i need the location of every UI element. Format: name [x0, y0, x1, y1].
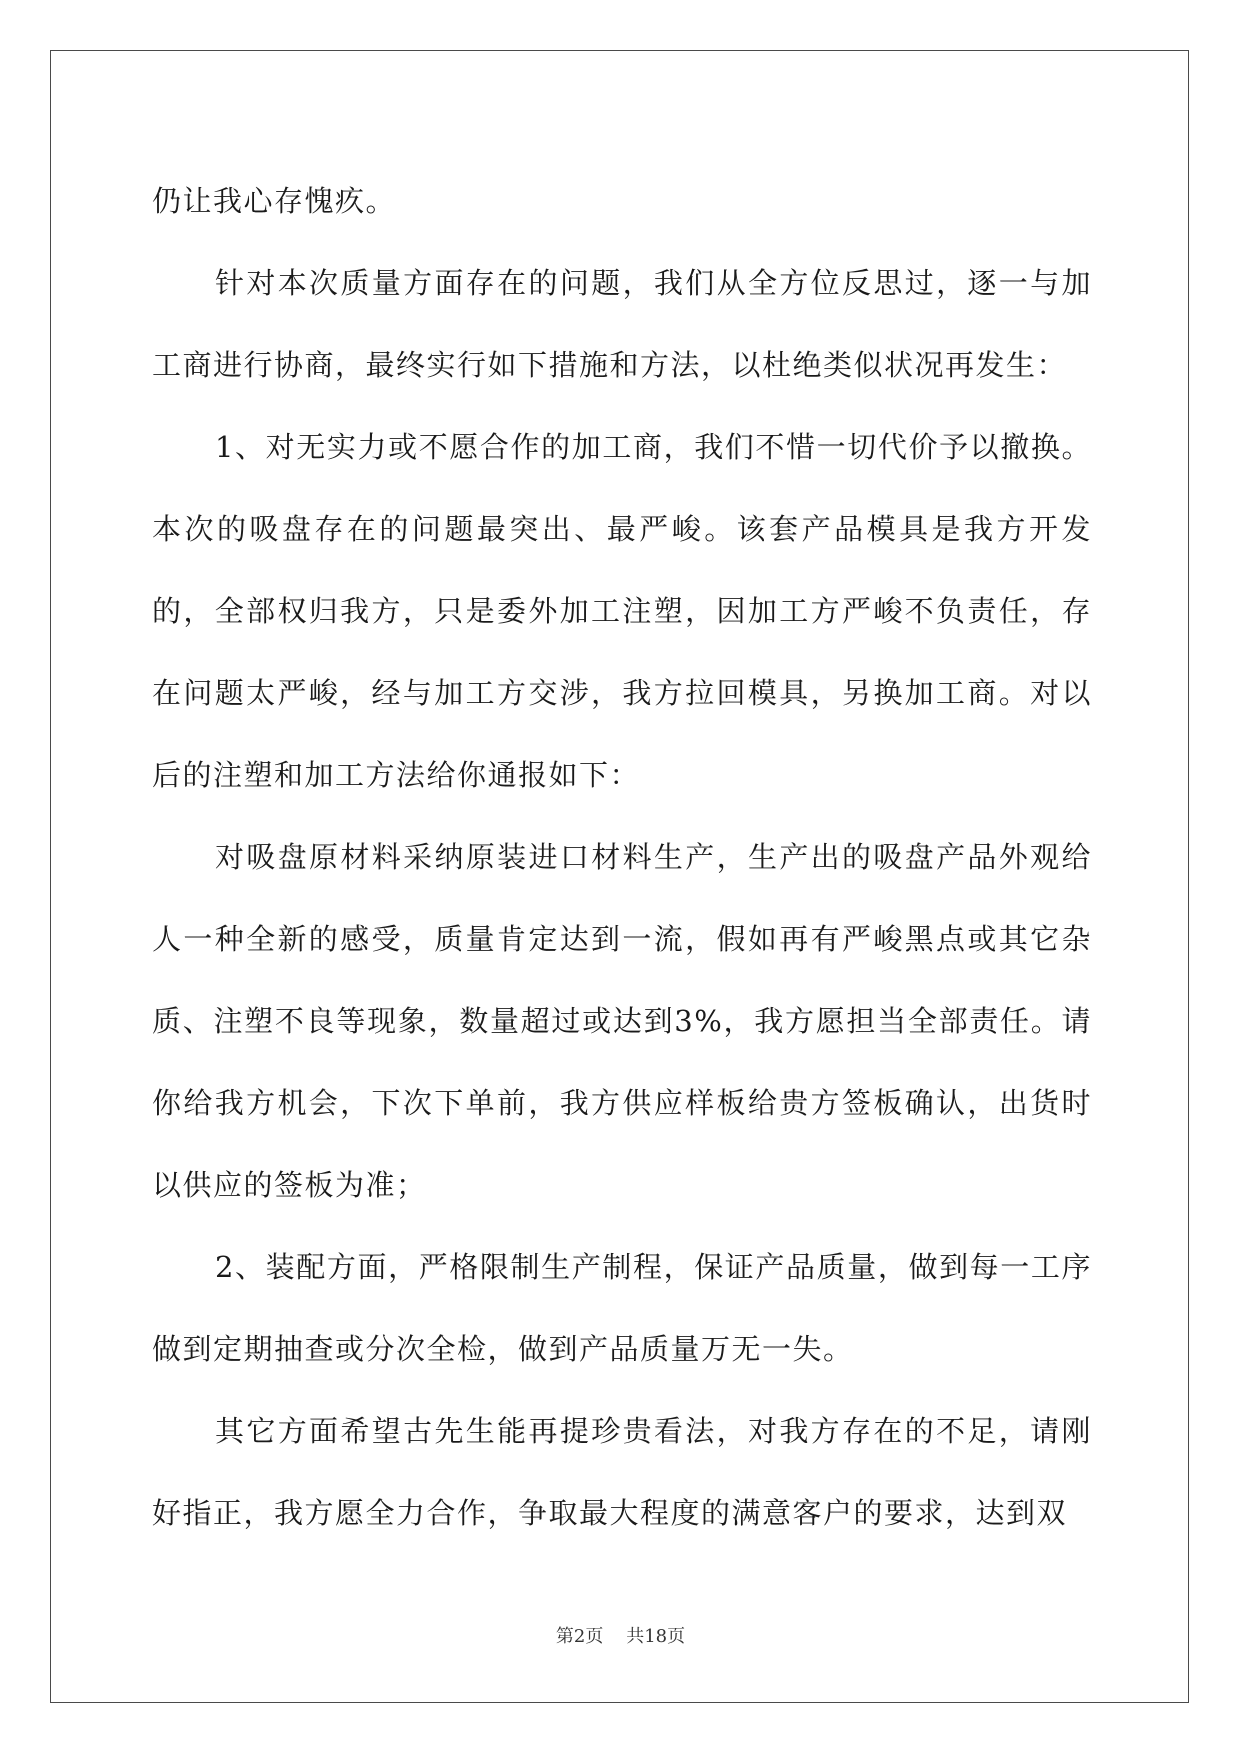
paragraph-3: 1、对无实力或不愿合作的加工商，我们不惜一切代价予以撤换。本次的吸盘存在的问题最突出、最严峻。该套产品模具是我方开发的，全部权归我方，只是委外加工注塑，因加工方严峻不负责任，存在问题太严峻，经与加工方交涉，我方拉回模具，另换加工商。对以后的注塑和加工方法给你通报如下：: [152, 430, 1092, 792]
paragraph-1: 仍让我心存愧疚。: [152, 184, 397, 218]
page-total: 共18页: [626, 1626, 686, 1647]
paragraph-4: 对吸盘原材料采纳原装进口材料生产，生产出的吸盘产品外观给人一种全新的感受，质量肯定达到一流，假如再有严峻黑点或其它杂质、注塑不良等现象，数量超过或达到3%，我方愿担当全部责任。请你给我方机会，下次下单前，我方供应样板给贵方签板确认，出货时以供应的签板为准；: [152, 840, 1092, 1202]
document-body: [152, 160, 1092, 1554]
paragraph-6: 其它方面希望古先生能再提珍贵看法，对我方存在的不足，请刚好指正，我方愿全力合作，争取最大程度的满意客户的要求，达到双: [152, 1414, 1092, 1530]
page-number: 第2页: [555, 1626, 604, 1647]
paragraph-2: 针对本次质量方面存在的问题，我们从全方位反思过，逐一与加工商进行协商，最终实行如下措施和方法，以杜绝类似状况再发生：: [152, 266, 1092, 382]
paragraph-5: 2、装配方面，严格限制生产制程，保证产品质量，做到每一工序做到定期抽查或分次全检，做到产品质量万无一失。: [152, 1250, 1092, 1366]
page-footer: [0, 1622, 1241, 1648]
